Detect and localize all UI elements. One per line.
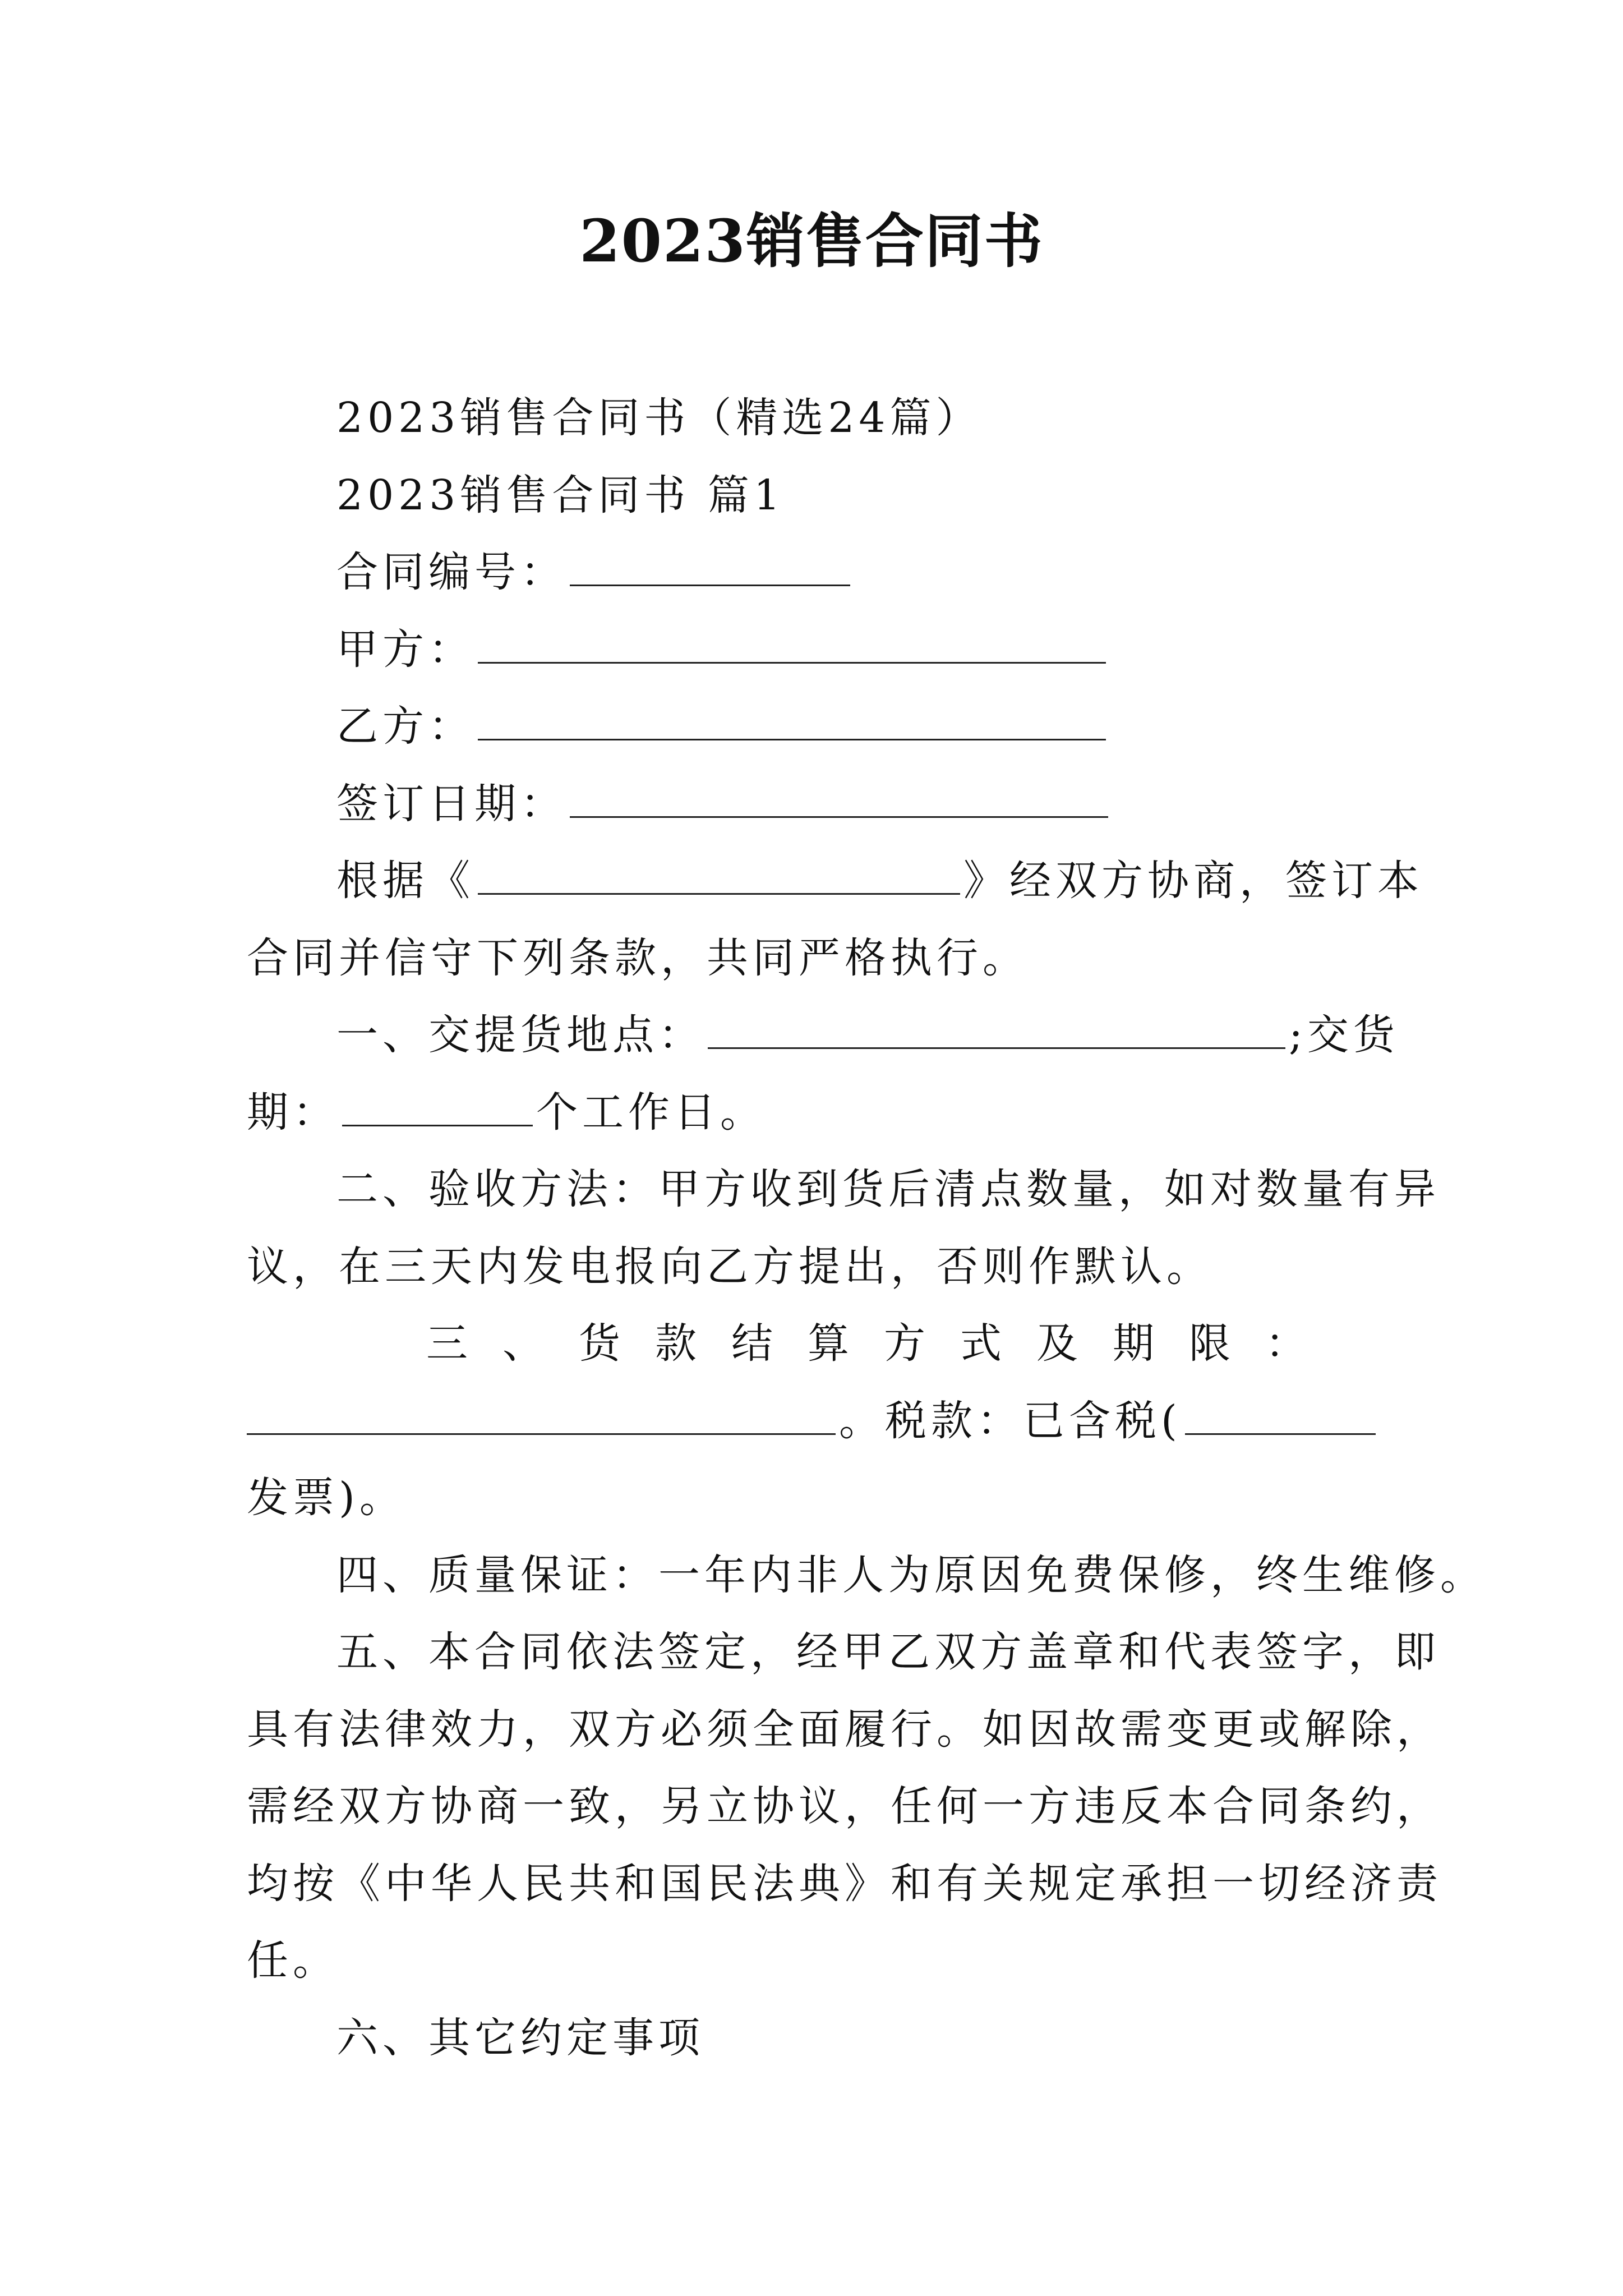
clause-6: 六、其它约定事项 [336, 2014, 704, 2062]
party-a-blank[interactable] [478, 623, 1106, 664]
clause-2-line-1: 二、验收方法：甲方收到货后清点数量，如对数量有异 [336, 1165, 1440, 1213]
invoice-type-blank[interactable] [1185, 1394, 1376, 1435]
clause-2-line-2: 议，在三天内发电报向乙方提出，否则作默认。 [247, 1243, 1212, 1291]
clause-5-line-4: 均按《中华人民共和国民法典》和有关规定承担一切经济责 [247, 1860, 1442, 1908]
subtitle: 2023销售合同书（精选24篇） [336, 394, 982, 442]
sign-date-blank[interactable] [570, 777, 1108, 818]
clause-1-line-2-prefix: 期： [247, 1088, 339, 1137]
party-a-label: 甲方： [336, 625, 474, 674]
contract-number-label: 合同编号： [336, 548, 566, 596]
clause-1-line-2 [247, 1084, 1380, 1140]
contract-number-blank[interactable] [570, 545, 850, 586]
intro-line-2: 合同并信守下列条款，共同严格执行。 [247, 934, 1029, 982]
clause-4: 四、质量保证：一年内非人为原因免费保修，终生维修。 [336, 1551, 1486, 1599]
contract-number-row [247, 544, 1469, 600]
clause-1-line-2-suffix: 个工作日。 [536, 1088, 766, 1137]
clause-3-line-3: 发票)。 [247, 1474, 405, 1522]
delivery-location-blank[interactable] [708, 1008, 1285, 1049]
delivery-days-blank[interactable] [342, 1085, 533, 1126]
clause-5-line-3: 需经双方协商一致，另立协议，任何一方违反本合同条约， [247, 1782, 1442, 1830]
clause-5-line-2: 具有法律效力，双方必须全面履行。如因故需变更或解除， [247, 1705, 1442, 1754]
clause-1-line-1 [247, 1007, 1469, 1063]
party-b-label: 乙方： [336, 702, 474, 751]
intro-suffix: 》经双方协商，签订本 [963, 857, 1423, 905]
intro-line-1 [247, 853, 1469, 909]
clause-3-line-2 [247, 1393, 1380, 1449]
clause-1-prefix: 一、交提货地点： [336, 1011, 704, 1059]
clause-5-line-5: 任。 [247, 1936, 339, 1985]
party-b-blank[interactable] [478, 700, 1106, 740]
sign-date-label: 签订日期： [336, 780, 566, 828]
document-title: 2023销售合同书 [579, 206, 1044, 275]
clause-1-mid: ;交货 [1289, 1011, 1399, 1059]
clause-3-line-1: 三、货款结算方式及期限： [426, 1319, 1341, 1368]
sign-date-row [247, 776, 1469, 832]
part-heading: 2023销售合同书 篇1 [336, 471, 785, 519]
basis-document-blank[interactable] [478, 854, 960, 895]
clause-3-line-2-suffix: 。税款：已含税( [839, 1397, 1182, 1445]
intro-prefix: 根据《 [336, 857, 474, 905]
party-b-row [247, 698, 1469, 754]
party-a-row [247, 622, 1469, 678]
clause-5-line-1: 五、本合同依法签定，经甲乙双方盖章和代表签字，即 [336, 1628, 1440, 1676]
payment-terms-blank[interactable] [247, 1394, 836, 1435]
